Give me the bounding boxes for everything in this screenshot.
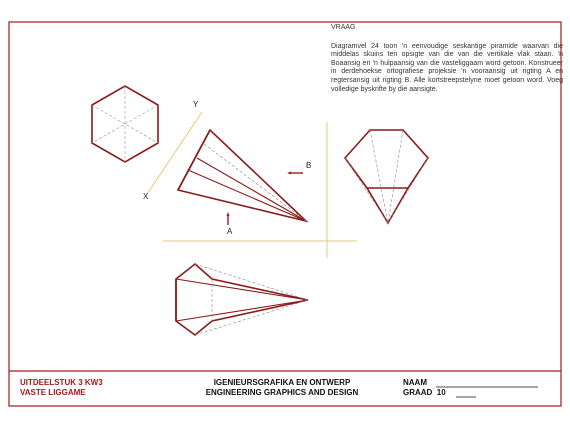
handout-topic: VASTE LIGGAME	[20, 388, 86, 397]
bottom-view-edge-1	[176, 279, 308, 300]
subject-english: ENGINEERING GRAPHICS AND DESIGN	[205, 388, 359, 397]
subject-afrikaans: IGENIEURSGRAFIKA EN ONTWERP	[213, 378, 351, 387]
question-title: VRAAG	[331, 24, 356, 31]
label-x: X	[143, 192, 149, 201]
auxiliary-lateral-edge-1	[197, 158, 306, 221]
auxiliary-view-pyramid	[178, 130, 306, 221]
label-y: Y	[193, 100, 199, 109]
bottom-view-hidden-edges	[195, 264, 308, 335]
label-a: A	[227, 227, 233, 236]
construction-lines	[147, 112, 357, 258]
folding-line-xy	[147, 112, 202, 194]
question-block	[331, 24, 563, 94]
label-b: B	[306, 161, 312, 170]
grade-value: 10	[436, 388, 446, 397]
question-body: Diagramvel 24 toon 'n eenvoudige seskantige piramide waarvan die middelas skuins ten opsigte van die van die vertikale vlak staan. 'n Boaansig en 'n hulpaansig van die vasteliggaam word getoon. Konstrueer in derdehoekse ortografiese projeksie 'n vooraansig uit rigting A en regtersansig uit rigting B. Alle kortstreepstelyne moet getoon word. Voeg volledige byskrifte by die aansigte.	[331, 42, 563, 93]
handout-number: UITDEELSTUK 3 KW3	[20, 378, 103, 387]
bottom-view-pyramid	[176, 264, 308, 335]
auxiliary-lateral-edge-2	[188, 170, 306, 221]
auxiliary-base-edge	[178, 130, 210, 190]
right-view-pyramid	[345, 130, 428, 223]
hexagon-apex-edges	[92, 86, 158, 162]
grade-label: GRAAD	[403, 388, 433, 397]
handout-info	[20, 378, 103, 398]
direction-arrow-a	[227, 212, 230, 225]
bottom-view-edge-2	[176, 300, 308, 321]
student-info	[403, 378, 446, 398]
subject-info	[182, 378, 382, 398]
hexagon-top-view	[92, 86, 158, 162]
direction-arrow-b	[287, 172, 303, 175]
bottom-view-outline	[176, 264, 308, 335]
name-label: NAAM	[403, 378, 427, 387]
auxiliary-pyramid-outline	[178, 130, 306, 221]
